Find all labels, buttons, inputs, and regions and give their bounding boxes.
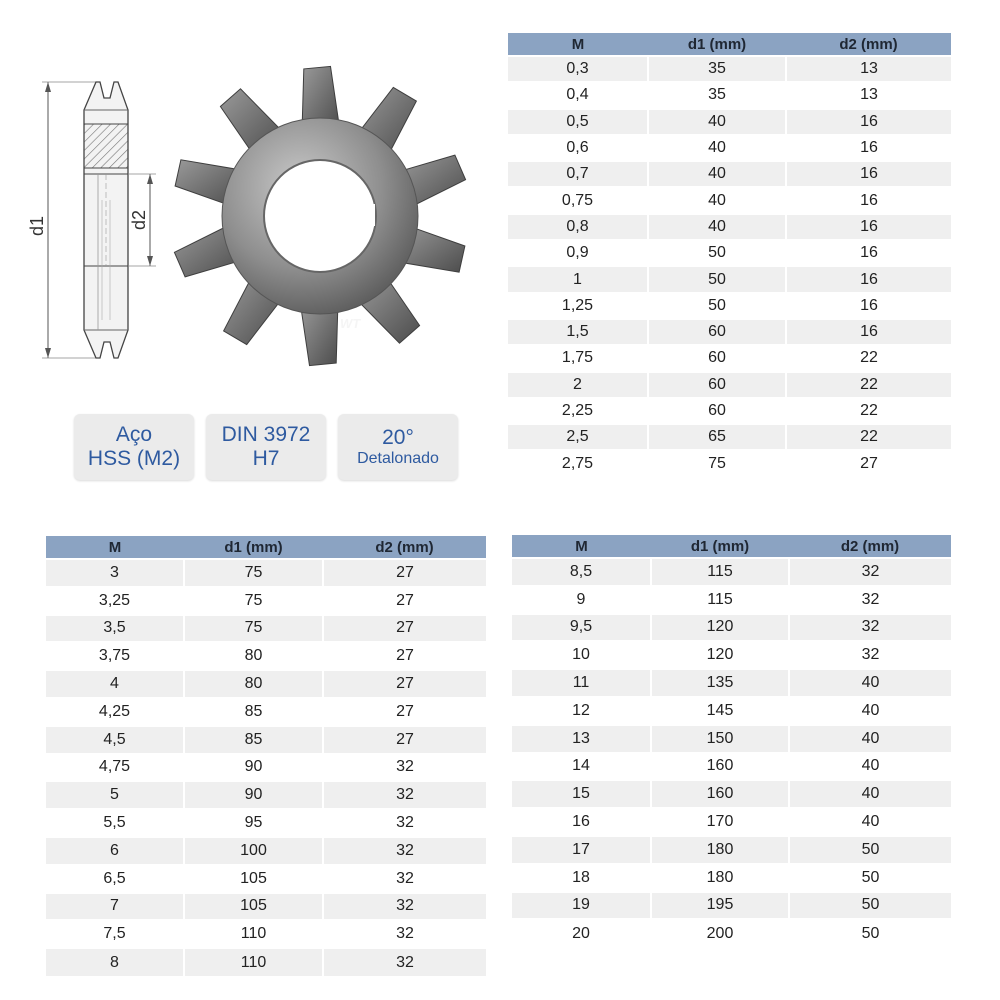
table-row: [46, 948, 486, 976]
cell-d2: 16: [786, 240, 951, 266]
cell-d1: 75: [648, 450, 786, 476]
cell-d1: 105: [184, 893, 323, 921]
cell-m: 0,8: [508, 214, 648, 240]
cell-m: 0,7: [508, 161, 648, 187]
cell-m: 0,9: [508, 240, 648, 266]
table-row: [508, 424, 951, 450]
table-row: [512, 753, 951, 781]
module-table-2: [46, 536, 486, 976]
cell-d2: 32: [789, 586, 951, 614]
standard-line2: H7: [252, 447, 280, 470]
cell-d1: 90: [184, 781, 323, 809]
table-row: [46, 726, 486, 754]
standard-line1: DIN 3972: [221, 422, 311, 446]
cell-m: 5,5: [46, 809, 184, 837]
cell-m: 9,5: [512, 614, 651, 642]
material-line2: HSS (M2): [87, 447, 181, 470]
table-row: [512, 919, 951, 947]
cell-d1: 75: [184, 559, 323, 587]
cell-d2: 16: [786, 319, 951, 345]
cell-d2: 40: [789, 697, 951, 725]
cell-m: 4,5: [46, 726, 184, 754]
cell-d2: 40: [789, 808, 951, 836]
cell-d2: 16: [786, 135, 951, 161]
table-row: [508, 293, 951, 319]
table-row: [46, 865, 486, 893]
cell-d2: 32: [323, 754, 486, 782]
table-row: [508, 109, 951, 135]
cell-d1: 60: [648, 319, 786, 345]
cell-d2: 27: [323, 642, 486, 670]
cell-d2: 16: [786, 109, 951, 135]
col-d1: d1 (mm): [648, 33, 786, 56]
cell-d2: 32: [323, 948, 486, 976]
cell-m: 4,25: [46, 698, 184, 726]
cell-d1: 50: [648, 293, 786, 319]
cell-d1: 50: [648, 266, 786, 292]
cell-m: 7,5: [46, 920, 184, 948]
cell-d1: 60: [648, 345, 786, 371]
table-row: [512, 725, 951, 753]
col-m: M: [46, 536, 184, 559]
cell-d2: 40: [789, 669, 951, 697]
cell-m: 1,75: [508, 345, 648, 371]
gear-cutter-image: [165, 58, 475, 368]
cell-d2: 32: [323, 920, 486, 948]
cell-d1: 40: [648, 214, 786, 240]
table-row: [512, 614, 951, 642]
col-d2: d2 (mm): [789, 535, 951, 558]
cell-m: 15: [512, 780, 651, 808]
cell-d1: 40: [648, 135, 786, 161]
cell-m: 20: [512, 919, 651, 947]
cell-m: 2,5: [508, 424, 648, 450]
table-row: [508, 372, 951, 398]
cutter-profile-diagram: [20, 70, 170, 370]
table-row: [508, 398, 951, 424]
cell-m: 12: [512, 697, 651, 725]
cell-m: 6: [46, 837, 184, 865]
table-row: [46, 587, 486, 615]
table-row: [46, 754, 486, 782]
cell-d2: 22: [786, 345, 951, 371]
cell-d1: 60: [648, 398, 786, 424]
col-d1: d1 (mm): [184, 536, 323, 559]
cell-d2: 50: [789, 836, 951, 864]
cell-d1: 145: [651, 697, 789, 725]
cell-d1: 120: [651, 614, 789, 642]
cell-m: 11: [512, 669, 651, 697]
cell-m: 9: [512, 586, 651, 614]
table-row: [512, 697, 951, 725]
cell-m: 6,5: [46, 865, 184, 893]
cell-d2: 32: [323, 893, 486, 921]
cell-d1: 100: [184, 837, 323, 865]
cell-d2: 27: [323, 726, 486, 754]
cell-m: 8: [46, 948, 184, 976]
d2-label: d2: [129, 209, 149, 231]
cell-d2: 27: [323, 587, 486, 615]
cell-m: 3,75: [46, 642, 184, 670]
table-row: [508, 214, 951, 240]
angle-badge: [338, 414, 458, 480]
cell-d2: 32: [789, 614, 951, 642]
table-row: [508, 135, 951, 161]
cell-d1: 180: [651, 836, 789, 864]
cell-d2: 16: [786, 293, 951, 319]
cell-m: 1,25: [508, 293, 648, 319]
cell-d2: 16: [786, 214, 951, 240]
cell-d2: 13: [786, 56, 951, 82]
cell-d1: 135: [651, 669, 789, 697]
cell-d2: 27: [323, 615, 486, 643]
cell-d2: 13: [786, 82, 951, 108]
material-line1: Aço: [115, 422, 153, 446]
cell-d1: 85: [184, 698, 323, 726]
col-d1: d1 (mm): [651, 535, 789, 558]
cell-d2: 50: [789, 864, 951, 892]
cutter-logo: WT: [340, 316, 361, 331]
cell-d1: 110: [184, 948, 323, 976]
angle-line2: Detalonado: [357, 449, 439, 467]
cell-d1: 195: [651, 892, 789, 920]
cell-d1: 50: [648, 240, 786, 266]
cell-m: 13: [512, 725, 651, 753]
table-row: [46, 837, 486, 865]
table-row: [46, 698, 486, 726]
table-row: [46, 893, 486, 921]
cell-m: 0,5: [508, 109, 648, 135]
cell-m: 4,75: [46, 754, 184, 782]
table-row: [46, 559, 486, 587]
cell-d1: 95: [184, 809, 323, 837]
cell-d2: 32: [323, 809, 486, 837]
table-row: [508, 450, 951, 476]
cell-m: 3,25: [46, 587, 184, 615]
cell-m: 7: [46, 893, 184, 921]
table-row: [508, 187, 951, 213]
table-row: [46, 781, 486, 809]
cell-d1: 40: [648, 161, 786, 187]
cell-m: 2,75: [508, 450, 648, 476]
table-row: [512, 586, 951, 614]
cell-m: 17: [512, 836, 651, 864]
table-row: [508, 240, 951, 266]
cell-d1: 75: [184, 587, 323, 615]
cell-d2: 50: [789, 892, 951, 920]
table-row: [508, 82, 951, 108]
cell-m: 5: [46, 781, 184, 809]
table-row: [46, 809, 486, 837]
cell-d1: 105: [184, 865, 323, 893]
cell-d2: 32: [323, 781, 486, 809]
table-row: [512, 836, 951, 864]
cell-d1: 60: [648, 372, 786, 398]
col-d2: d2 (mm): [786, 33, 951, 56]
d1-label: d1: [27, 215, 47, 237]
cell-m: 0,6: [508, 135, 648, 161]
angle-line1: 20°: [382, 425, 414, 449]
cell-d2: 16: [786, 266, 951, 292]
cell-m: 19: [512, 892, 651, 920]
cell-m: 14: [512, 753, 651, 781]
table-row: [512, 669, 951, 697]
cell-m: 8,5: [512, 558, 651, 586]
cell-m: 0,75: [508, 187, 648, 213]
table-row: [508, 266, 951, 292]
table-row: [512, 808, 951, 836]
cell-m: 3: [46, 559, 184, 587]
col-m: M: [508, 33, 648, 56]
cell-d1: 160: [651, 753, 789, 781]
cell-m: 2,25: [508, 398, 648, 424]
table-row: [512, 641, 951, 669]
table-row: [512, 892, 951, 920]
cell-d1: 180: [651, 864, 789, 892]
cell-d2: 16: [786, 161, 951, 187]
table-row: [508, 56, 951, 82]
cell-d1: 90: [184, 754, 323, 782]
table-row: [512, 558, 951, 586]
cell-d1: 35: [648, 56, 786, 82]
cell-d1: 40: [648, 187, 786, 213]
table-row: [508, 319, 951, 345]
table-row: [46, 920, 486, 948]
cell-d1: 120: [651, 641, 789, 669]
cell-d1: 150: [651, 725, 789, 753]
cell-d1: 65: [648, 424, 786, 450]
cell-d1: 75: [184, 615, 323, 643]
cell-d2: 32: [789, 641, 951, 669]
cell-d2: 32: [323, 865, 486, 893]
material-badge: [74, 414, 194, 480]
cell-d2: 40: [789, 725, 951, 753]
cell-d2: 40: [789, 753, 951, 781]
module-table-3: [512, 535, 951, 947]
cell-d1: 35: [648, 82, 786, 108]
table-row: [46, 670, 486, 698]
cell-d2: 22: [786, 372, 951, 398]
cell-d1: 80: [184, 670, 323, 698]
cell-d1: 80: [184, 642, 323, 670]
cell-d2: 27: [323, 698, 486, 726]
table-row: [46, 642, 486, 670]
cell-d2: 40: [789, 780, 951, 808]
table-row: [512, 864, 951, 892]
cell-m: 10: [512, 641, 651, 669]
cell-m: 3,5: [46, 615, 184, 643]
cell-d2: 27: [786, 450, 951, 476]
cell-d2: 32: [789, 558, 951, 586]
cell-m: 16: [512, 808, 651, 836]
table-row: [46, 615, 486, 643]
cell-m: 18: [512, 864, 651, 892]
table-row: [508, 345, 951, 371]
cell-d1: 110: [184, 920, 323, 948]
standard-badge: [206, 414, 326, 480]
col-d2: d2 (mm): [323, 536, 486, 559]
cell-d2: 22: [786, 424, 951, 450]
cell-d1: 160: [651, 780, 789, 808]
cell-d2: 16: [786, 187, 951, 213]
cell-d1: 115: [651, 586, 789, 614]
cell-m: 0,4: [508, 82, 648, 108]
table-row: [508, 161, 951, 187]
cell-m: 4: [46, 670, 184, 698]
cell-m: 1: [508, 266, 648, 292]
cell-d1: 85: [184, 726, 323, 754]
cell-m: 0,3: [508, 56, 648, 82]
module-table-1: [508, 33, 951, 477]
cell-m: 2: [508, 372, 648, 398]
cell-d2: 27: [323, 559, 486, 587]
cell-d1: 170: [651, 808, 789, 836]
cell-d2: 32: [323, 837, 486, 865]
cell-d2: 50: [789, 919, 951, 947]
cell-m: 1,5: [508, 319, 648, 345]
col-m: M: [512, 535, 651, 558]
table-row: [512, 780, 951, 808]
cell-d2: 27: [323, 670, 486, 698]
cell-d1: 40: [648, 109, 786, 135]
cell-d1: 200: [651, 919, 789, 947]
cell-d1: 115: [651, 558, 789, 586]
cell-d2: 22: [786, 398, 951, 424]
